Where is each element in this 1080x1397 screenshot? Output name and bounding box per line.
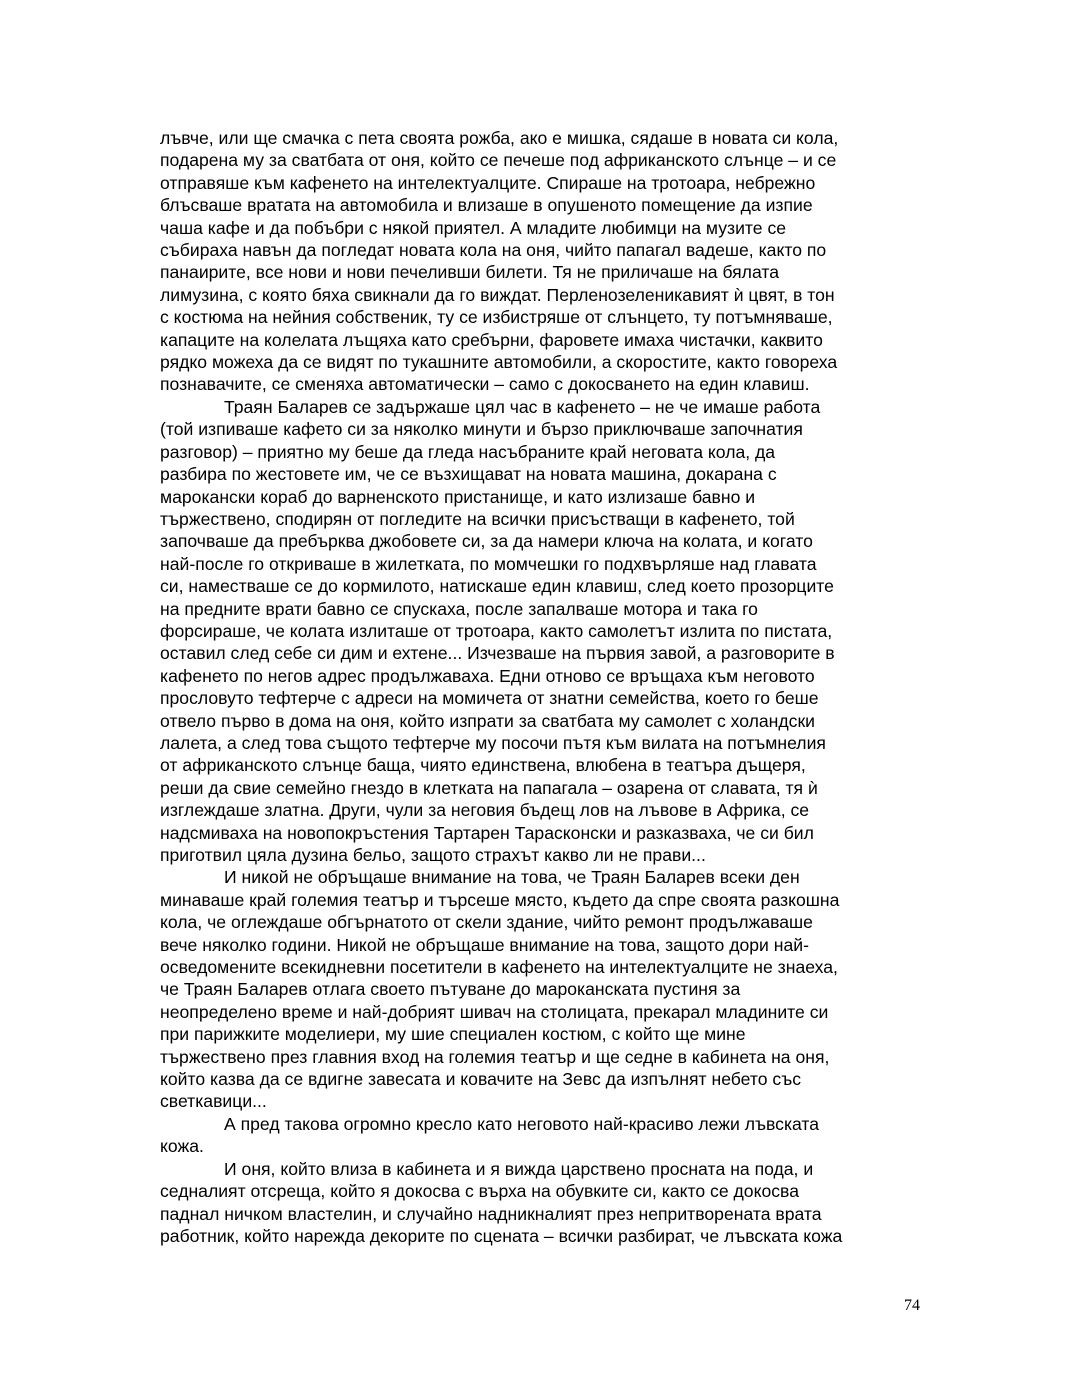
text-line: лъвче, или ще смачка с пета своята рожба, ако е мишка, сядаше в новата си кола, (160, 128, 839, 148)
text-line: на предните врати бавно се спускаха, после запалваше мотора и така го (160, 598, 758, 619)
text-line: който казва да се вдигне завесата и ковачите на Зевс да изпълнят небето със (160, 1069, 801, 1090)
text-line: разбира по жестовете им, че се възхищават на новата машина, докарана с (160, 464, 777, 485)
text-line: започваше да пребърква джобовете си, за да намери ключа на колата, и когато (160, 531, 813, 552)
text-line: чаша кафе и да побъбри с някой приятел. А младите любимци на музите се (160, 217, 787, 238)
text-line: седналият отсреща, който я докосва с върха на обувките си, както се докосва (160, 1181, 799, 1202)
text-line: изглеждаше златна. Други, чули за неговия бъдещ лов на лъвове в Африка, се (160, 800, 810, 821)
text-line: Траян Баларев се задържаше цял час в кафенето – не че имаше работа (224, 396, 821, 417)
text-line: блъсваше вратата на автомобила и влизаше в опушеното помещение да изпие (160, 195, 813, 216)
text-line: неопределено време и най-добрият шивач на столицата, прекарал младините си (160, 1001, 829, 1022)
text-line: тържествено през главния вход на големия театър и ще седне в кабинета на оня, (160, 1046, 830, 1067)
text-line: приготвил цяла дузина бельо, защото страхът какво ли не прави... (160, 845, 706, 865)
text-line: разговор) – приятно му беше да гледа насъбраните край неговата кола, да (160, 441, 776, 462)
text-line: с костюма на нейния собственик, ту се избистряше от слънцето, ту потъмняваше, (160, 307, 833, 328)
text-line: работник, който нарежда декорите по сцената – всички разбират, че лъвската кожа (160, 1225, 843, 1246)
text-line: кола, че оглеждаше обгърнатото от скели здание, чийто ремонт продължаваше (160, 912, 813, 933)
text-line: лимузина, с която бяха свикнали да го виждат. Перленозеленикавият ѝ цвят, в тон (160, 284, 835, 305)
body-text (160, 127, 940, 1247)
text-line: надсмиваха на новопокръстения Тартарен Тарасконски и разказваха, че си бил (160, 822, 814, 843)
text-line: А пред такова огромно кресло като неговото най-красиво лежи лъвската (224, 1113, 820, 1134)
text-line: рядко можеха да се видят по тукашните автомобили, а скоростите, както говореха (160, 352, 838, 373)
text-line: оставил след себе си дим и ехтене... Изчезваше на първия завой, а разговорите в (160, 643, 835, 664)
text-line: панаирите, все нови и нови печеливши билети. Тя не приличаше на бялата (160, 262, 779, 283)
text-line: лалета, а след това същото тефтерче му посочи пътя към вилата на потъмнелия (160, 732, 826, 753)
text-line: събираха навън да погледат новата кола на оня, чийто папагал вадеше, както по (160, 240, 827, 261)
text-line: познавачите, се сменяха автоматически – само с докосването на един клавиш. (160, 374, 810, 395)
text-line: подарена му за сватбата от оня, който се печеше под африканското слънце – и се (160, 150, 837, 171)
text-line: отправяше към кафенето на интелектуалците. Спираше на тротоара, небрежно (160, 172, 816, 193)
text-line: кожа. (160, 1136, 204, 1157)
text-line: капаците на колелата лъщяха като сребърни, фаровете имаха чистачки, каквито (160, 329, 823, 350)
text-line: от африканското слънце баща, чиято единствена, влюбена в театъра дъщеря, (160, 755, 806, 776)
text-line: (той изпиваше кафето си за няколко минути и бързо приключваше започнатия (160, 419, 803, 440)
text-line: светкавици... (160, 1091, 267, 1112)
text-line: реши да свие семейно гнездо в клетката на папагала – озарена от славата, тя ѝ (160, 777, 818, 798)
text-line: марокански кораб до варненското пристанище, и като излизаше бавно и (160, 486, 756, 507)
text-line: че Траян Баларев отлага своето пътуване до мароканската пустиня за (160, 979, 741, 1000)
text-line: форсираше, че колата излиташе от тротоара, както самолетът излита по пистата, (160, 620, 833, 641)
text-line: най-после го откриваше в жилетката, по момчешки го подхвърляше над главата (160, 553, 817, 574)
text-line: паднал ничком властелин, и случайно надникналият през непритворената врата (160, 1203, 822, 1224)
text-line: осведомените всекидневни посетители в кафенето на интелектуалците не знаеха, (160, 957, 838, 978)
text-line: минаваше край големия театър и търсеше място, където да спре своята разкошна (160, 889, 840, 910)
text-line: тържествено, сподирян от погледите на всички присъстващи в кафенето, той (160, 508, 795, 529)
text-line: си, наместваше се до кормилото, натискаше един клавиш, след което прозорците (160, 576, 834, 597)
text-line: прословуто тефтерче с адреси на момичета от знатни семейства, което го беше (160, 688, 819, 709)
text-line: кафенето по негов адрес продължаваха. Едни отново се връщаха към неговото (160, 665, 815, 686)
text-line: И никой не обръщаше внимание на това, че Траян Баларев всеки ден (224, 867, 800, 888)
text-line: отвело първо в дома на оня, който изпрати за сватбата му самолет с холандски (160, 710, 815, 731)
page-number: 74 (904, 1297, 920, 1314)
text-line: при парижките моделиери, му шие специален костюм, с който ще мине (160, 1024, 746, 1045)
text-line: вече няколко години. Никой не обръщаше внимание на това, защото дори най- (160, 934, 809, 955)
text-line: И оня, който влиза в кабинета и я вижда царствено проснатa на пода, и (224, 1158, 814, 1179)
